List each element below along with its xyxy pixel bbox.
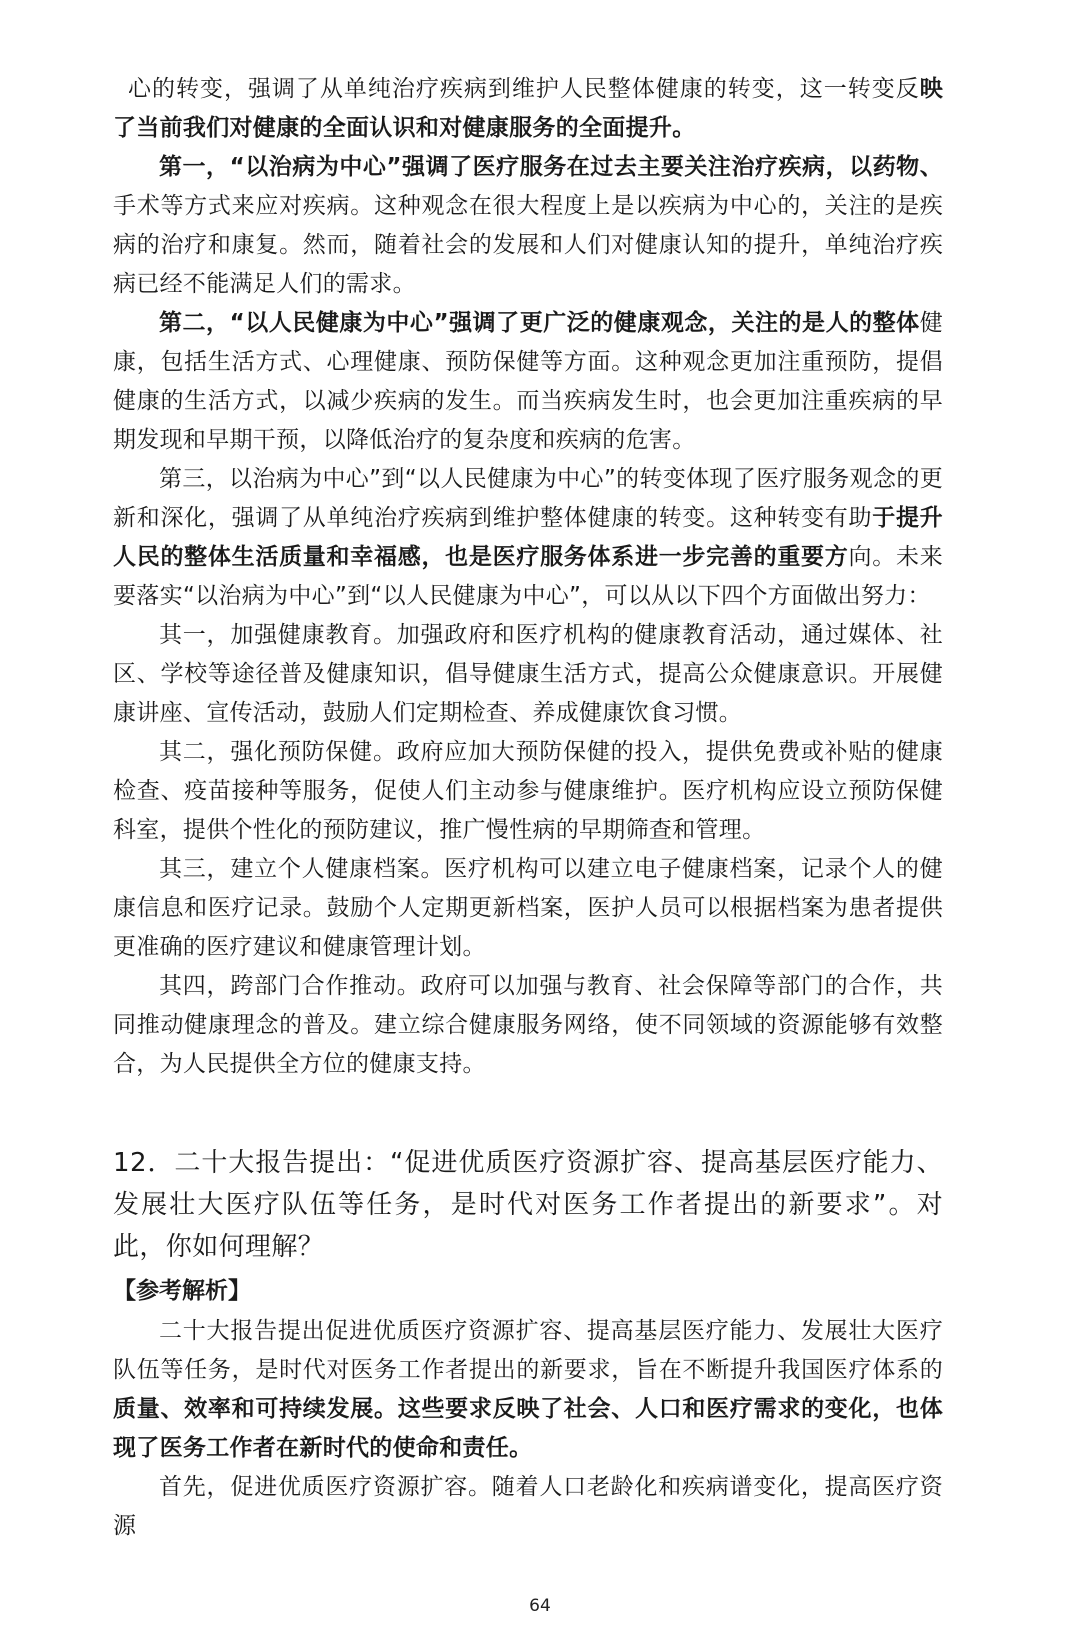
intro-text: 心的转变，强调了从单纯治疗疾病到维护人民整体健康的转变，这一转变反 bbox=[128, 76, 920, 102]
point-two-text: 健康，包括生活方式、心理健康、预防保健等方面。这种观念更加注重预防，提倡健康的生活方式，以减少疾病的发生。而当疾病发生时，也会更加注重疾病的早期发现和早期干预，以降低治疗的复杂度和疾病的危害。 bbox=[113, 310, 943, 453]
point-one-text: 手术等方式来应对疾病。这种观念在很大程度上是以疾病为中心的，关注的是疾病的治疗和康复。然而，随着社会的发展和人们对健康认知的提升，单纯治疗疾病已经不能满足人们的需求。 bbox=[113, 193, 943, 297]
point-three-bold: 于提升人民的整体生活质量和幸福感，也是医疗服务体系进一步完善的重要方 bbox=[113, 505, 943, 570]
analysis-paragraph bbox=[113, 1312, 943, 1468]
point-one-paragraph bbox=[113, 148, 943, 304]
first-point-paragraph: 首先，促进优质医疗资源扩容。随着人口老龄化和疾病谱变化，提高医疗资源 bbox=[113, 1474, 943, 1539]
reference-heading: 【参考解析】 bbox=[113, 1278, 251, 1304]
analysis-text: 二十大报告提出促进优质医疗资源扩容、提高基层医疗能力、发展壮大医疗队伍等任务，是时代对医务工作者提出的新要求，旨在不断提升我国医疗体系的 bbox=[113, 1318, 943, 1383]
page-content bbox=[113, 70, 943, 1546]
question-twelve: 12．二十大报告提出：“促进优质医疗资源扩容、提高基层医疗能力、发展壮大医疗队伍等任务，是时代对医务工作者提出的新要求”。对此，你如何理解？ bbox=[113, 1148, 943, 1262]
point-one-bold: 第一，“以治病为中心”强调了医疗服务在过去主要关注治疗疾病，以药物、 bbox=[159, 154, 943, 180]
point-three-text-b: 向。未来要落实“以治病为中心”到“以人民健康为中心”，可以从以下四个方面做出努力： bbox=[113, 544, 943, 609]
measure-paragraph: 其二，强化预防保健。政府应加大预防保健的投入，提供免费或补贴的健康检查、疫苗接种等服务，促使人们主动参与健康维护。医疗机构应设立预防保健科室，提供个性化的预防建议，推广慢性病的早期筛查和管理。 bbox=[113, 739, 943, 843]
point-three-paragraph bbox=[113, 460, 943, 616]
intro-paragraph bbox=[113, 70, 943, 148]
point-three-text-a: 第三，以治病为中心”到“以人民健康为中心”的转变体现了医疗服务观念的更新和深化，强调了从单纯治疗疾病到维护整体健康的转变。这种转变有助 bbox=[113, 466, 943, 531]
measure-paragraph: 其一，加强健康教育。加强政府和医疗机构的健康教育活动，通过媒体、社区、学校等途径普及健康知识，倡导健康生活方式，提高公众健康意识。开展健康讲座、宣传活动，鼓励人们定期检查、养成健康饮食习惯。 bbox=[113, 622, 943, 726]
intro-bold-text: 映了当前我们对健康的全面认识和对健康服务的全面提升。 bbox=[113, 76, 943, 141]
section-gap bbox=[113, 1084, 943, 1142]
page-number: 64 bbox=[529, 1596, 551, 1616]
measure-paragraph: 其三，建立个人健康档案。医疗机构可以建立电子健康档案，记录个人的健康信息和医疗记录。鼓励个人定期更新档案，医护人员可以根据档案为患者提供更准确的医疗建议和健康管理计划。 bbox=[113, 856, 943, 960]
point-two-paragraph bbox=[113, 304, 943, 460]
analysis-bold-text: 质量、效率和可持续发展。这些要求反映了社会、人口和医疗需求的变化，也体现了医务工作者在新时代的使命和责任。 bbox=[113, 1396, 943, 1461]
measure-paragraph: 其四，跨部门合作推动。政府可以加强与教育、社会保障等部门的合作，共同推动健康理念的普及。建立综合健康服务网络，使不同领域的资源能够有效整合，为人民提供全方位的健康支持。 bbox=[113, 973, 943, 1077]
point-two-bold: 第二，“以人民健康为中心”强调了更广泛的健康观念，关注的是人的整体 bbox=[159, 310, 920, 336]
